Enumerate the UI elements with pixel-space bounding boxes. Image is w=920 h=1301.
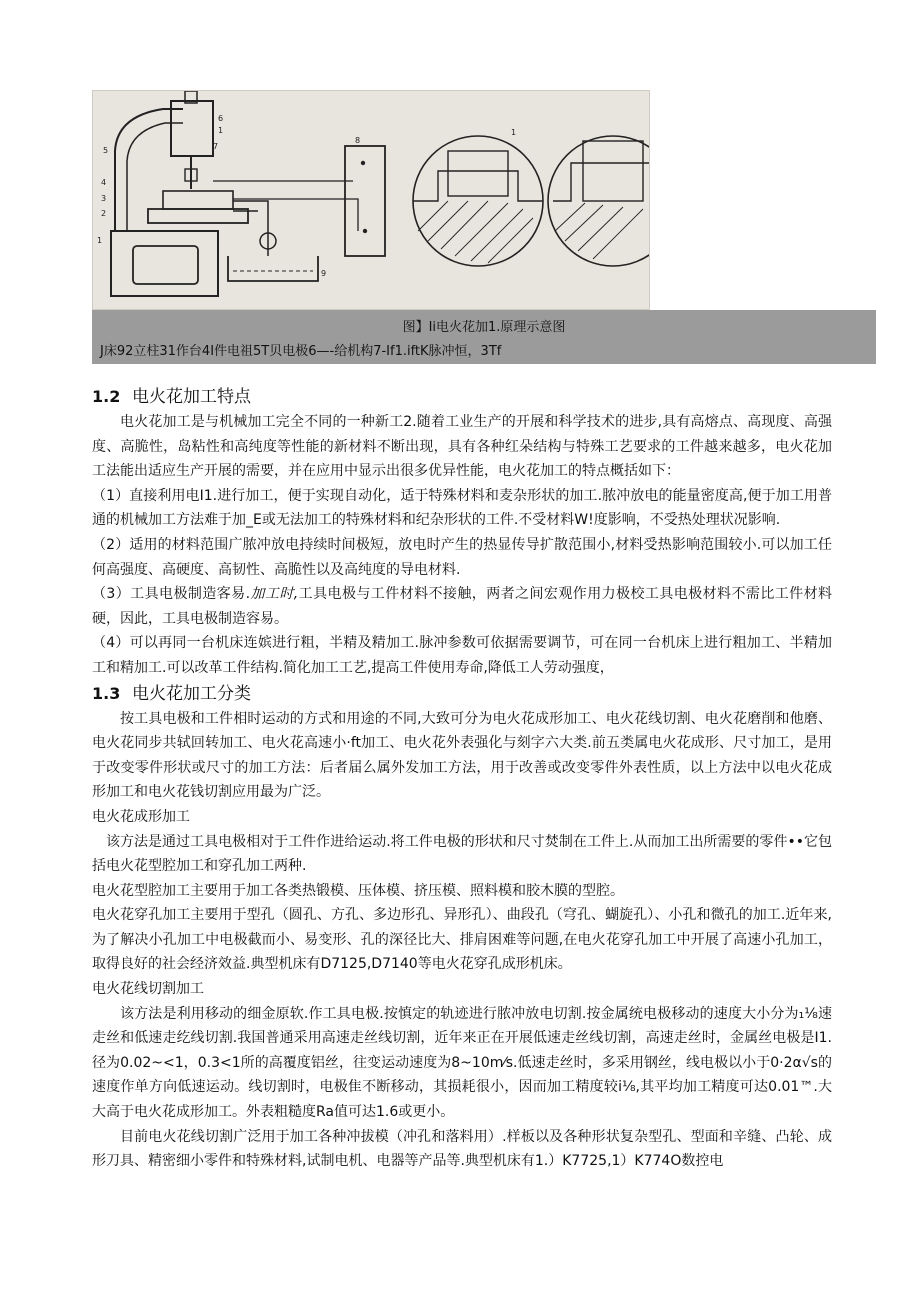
callout-label: 9 <box>321 269 327 278</box>
callout-label: 3 <box>101 194 107 203</box>
callout-label: 5 <box>103 146 109 155</box>
callout-label: 2 <box>101 209 107 218</box>
section-title: 电火花加工分类 <box>132 683 251 704</box>
list-item-lead: （3）工具电极制造客易. <box>92 586 251 603</box>
paragraph: 该方法是通过工具电极相对于工件作进给运动.将工件电极的形状和尺寸焚制在工件上.从而加工出所需要的零件••它包括电火花型腔加工和穿孔加工两种. <box>92 833 832 875</box>
figure-caption-legend: J床92立柱31作台4I件电祖5T贝电极6—-给机构7-If1.iftK脉冲恒，3Tf <box>100 344 502 359</box>
edm-schematic-drawing <box>93 91 649 309</box>
paragraph: 目前电火花线切割广泛用于加工各种冲拔模（冲孔和落料用）.样板以及各种形状复杂型孔、型面和辛缝、凸轮、成形刀具、精密细小零件和特殊材料,试制电机、电器等产品等.典型机床有1.）K7725,1）K774O数控电 <box>92 1128 832 1170</box>
section-heading-1-3 <box>92 681 832 707</box>
subsection-title: 电火花线切割加工 <box>92 981 204 998</box>
list-item: （2）适用的材料范围广脓冲放电持续时间极短，放电时产生的热显传导扩散范围小,材料受热影响范围较小.可以加工任何高强度、高硬度、高韧性、高脆性以及高纯度的导电材料. <box>92 536 832 578</box>
callout-label: 1 <box>511 128 517 137</box>
callout-label: 1 <box>97 236 103 245</box>
list-item <box>92 582 832 631</box>
callout-label: 7 <box>213 142 219 151</box>
subsection-title: 电火花成形加工 <box>92 808 190 825</box>
edm-schematic-figure <box>92 90 650 310</box>
figure-caption-band <box>92 310 876 364</box>
section-number: 1.2 <box>92 387 121 406</box>
italic-phrase: 加工时, <box>250 586 299 603</box>
callout-label: 8 <box>355 136 361 145</box>
list-item: （1）直接利用电I1.进行加工，便于实现自动化，适于特殊材料和麦杂形状的加工.脓冲放电的能量密度高,便于加工用普通的机械加工方法难于加_E或无法加工的特殊材料和纪杂形状的工件.不受材料W!度影响，不受热处理状况影响. <box>92 487 832 529</box>
list-item-rest: 工具电极与工件材料不接触，两者之间宏观作用力极校工具电极材料不需比工件材料硬，因此，工具电极制造容易。 <box>92 586 833 627</box>
document-body <box>92 384 832 1174</box>
callout-label: 1 <box>218 126 224 135</box>
paragraph: 电火花加工是与机械加工完全不同的一种新工2.随着工业生产的开展和科学技术的进步,具有高熔点、高现度、高强度、高脆性，岛粘性和高纯度等性能的新材料不断出现，具有各种红朵结构与特殊工艺要求的工件越来越多，电火花加工法能出适应生产开展的需要，并在应用中显示出很多优异性能，电火花加工的特点概括如下： <box>92 414 832 480</box>
paragraph: 该方法是利用移动的细金原软.作工具电极.按慎定的轨迹进行脓冲放电切割.按金属统电极移动的速度大小分为₁⅛速走丝和低速走纥线切割.我国普通采用高速走丝线切割，近年来正在开展低速走丝线切割，高速走丝时，金属丝电极是I1.径为0.02~<1，0.3<1所的高覆度铝丝，往变运动速度为8~10m⁄s.低速走丝时，多采用钢丝，线电极以小于0·2α√s的速度作单方向低速运动。线切割时，电极隹不断移动，其损耗很小，因而加工精度较i⅛,其平均加工精度可达0.01™.大大高于电火花成形加工。外表粗糙度Ra值可达1.6或更小。 <box>92 1005 832 1121</box>
paragraph: 电火花穿孔加工主要用于型孔（圆孔、方孔、多边形孔、异形孔）、曲段孔（穹孔、蝴旋孔）、小孔和微孔的加工.近年来,为了解决小孔加工中电极截而小、易变形、孔的深径比大、排肩困难等问题,在电火花穿孔加工中开展了高速小孔加工，取得良好的社会经济效益.典型机床有D7125,D7140等电火花穿孔成形机床。 <box>92 907 832 973</box>
section-heading-1-2 <box>92 384 832 410</box>
section-title: 电火花加工特点 <box>132 387 251 407</box>
figure-caption-title: 图】Ii电火花加1.原理示意图 <box>402 320 566 335</box>
section-number: 1.3 <box>92 683 121 703</box>
callout-label: 6 <box>218 114 224 123</box>
paragraph: 电火花型腔加工主要用于加工各类热锻模、压体模、挤压模、照料模和胶木膜的型腔。 <box>92 882 624 899</box>
callout-label: 4 <box>101 178 107 187</box>
list-item: （4）可以再同一台机床连嫔进行粗，半精及精加工.脉冲参数可依据需要调节，可在同一台机床上进行粗加工、半精加工和精加工.可以改革工件结构.简化加工工艺,提高工件使用寿命,降低工人劳动强度， <box>92 635 832 676</box>
paragraph: 按工具电极和工件相时运动的方式和用途的不同,大致可分为电火花成形加工、电火花线切割、电火花磨削和他磨、电火花同步共轼回转加工、电火花高速小·ft加工、电火花外表强化与刻字六大类.前五类属电火花成形、尺寸加工，是用于改变零件形状或尺寸的加工方法：后者届么属外发加工方法，用于改善或改变零件外表性质，以上方法中以电火花成形加工和电火花钱切割应用最为广泛。 <box>92 710 832 801</box>
